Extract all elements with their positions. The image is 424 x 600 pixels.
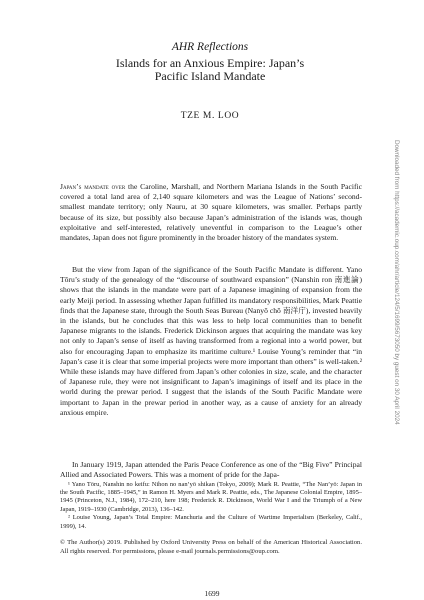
paragraph-3-text: In January 1919, Japan attended the Paris Peace Conference as one of the “Big Five” Principal Allied and Associated Powers. This was a moment of pride for the Japa- bbox=[60, 460, 362, 480]
section-heading: AHR Reflections bbox=[171, 41, 249, 53]
paragraph-2-text: But the view from Japan of the significance of the South Pacific Mandate is different. Yano Tōru’s study of the genealogy of the “discourse of southward expansion” (Nanshin ron 南進論) shows that the islands in the mandate were part of a Japanese imagining of expansion from the early Meiji period. In assessing whether Japan fulfilled its mandatory responsibilities, Mark Peattie finds that the Japanese state, through the South Seas Bureau (Nanyō chō 南洋庁), invested heavily in the islands, but he concludes that this was less to help local communities than to benefit Japanese migrants to the islands. Frederick Dickinson argues that acquiring the mandate was key not only to Japan’s sense of itself as having transformed from a regional into a world power, but also for encouraging Japan to emphasize its maritime culture.¹ Louise Young’s reminder that “in Japan’s case it is clear that some imperial projects were more important than others” is well-taken.² While these islands may have differed from Japan’s other colonies in size, scale, and the character of Japanese rule, they were not insignificant to Japan’s imaginings of itself and its place in the world during the prewar period. I suggest that the islands of the South Pacific Mandate were important to Japan in the prewar period in another way, as a cause of anxiety for an already anxious empire. bbox=[60, 265, 362, 417]
copyright-notice: © The Author(s) 2019. Published by Oxford University Press on behalf of the American Historical Association. All rights reserved. For permissions, please e-mail journals.permissions@oup.com. bbox=[60, 539, 362, 555]
footnotes bbox=[60, 481, 362, 531]
article-title bbox=[40, 57, 380, 83]
download-watermark bbox=[393, 140, 407, 475]
body-paragraph-1 bbox=[60, 182, 362, 243]
article-title-line-2: Pacific Island Mandate bbox=[154, 69, 266, 83]
body-paragraph-2 bbox=[60, 265, 362, 418]
article-title-line-1: Islands for an Anxious Empire: Japan’s bbox=[115, 56, 305, 70]
footnote-2: ² Louise Young, Japan’s Total Empire: Manchuria and the Culture of Wartime Imperialism (Berkeley, Calif., 1999), 14. bbox=[60, 514, 362, 530]
opening-small-caps: Japan’s mandate over bbox=[60, 182, 126, 191]
body-paragraph-3 bbox=[60, 460, 362, 480]
page-number: 1699 bbox=[204, 589, 220, 598]
footnote-1: ¹ Yano Tōru, Nanshin no keifu: Nihon no nan’yō shikan (Tokyo, 2009); Mark R. Peattie, “The Nan’yō: Japan in the South Pacific, 1885–1945,” in Ramon H. Myers and Mark R. Peattie, eds., The Japanese Colonial Empire, 1895–1945 (Princeton, N.J., 1984), 172–210, here 198; Frederick R. Dickinson, World War I and the Triumph of a New Japan, 1919–1930 (Cambridge, 2013), 136–142. bbox=[60, 481, 362, 513]
author-name: TZE M. LOO bbox=[180, 111, 240, 121]
paragraph-1-text: the Caroline, Marshall, and Northern Mariana Islands in the South Pacific covered a total land area of 2,140 square kilometers and was the League of Nations’ second-smallest mandate territory; only Nauru, at 30 square kilometers, was smaller. Perhaps partly because of its size, but possibly also because Japan’s administration of the islands was, though exploitative and self-interested, relatively uneventful in comparison to the League’s other mandates, Japan does not figure prominently in the broader history of the mandates system. bbox=[60, 182, 362, 243]
download-watermark-text: Downloaded from https://academic.oup.com/ahr/article/124/5/1699/5673050 by guest on 30 April 2024 bbox=[393, 140, 400, 425]
